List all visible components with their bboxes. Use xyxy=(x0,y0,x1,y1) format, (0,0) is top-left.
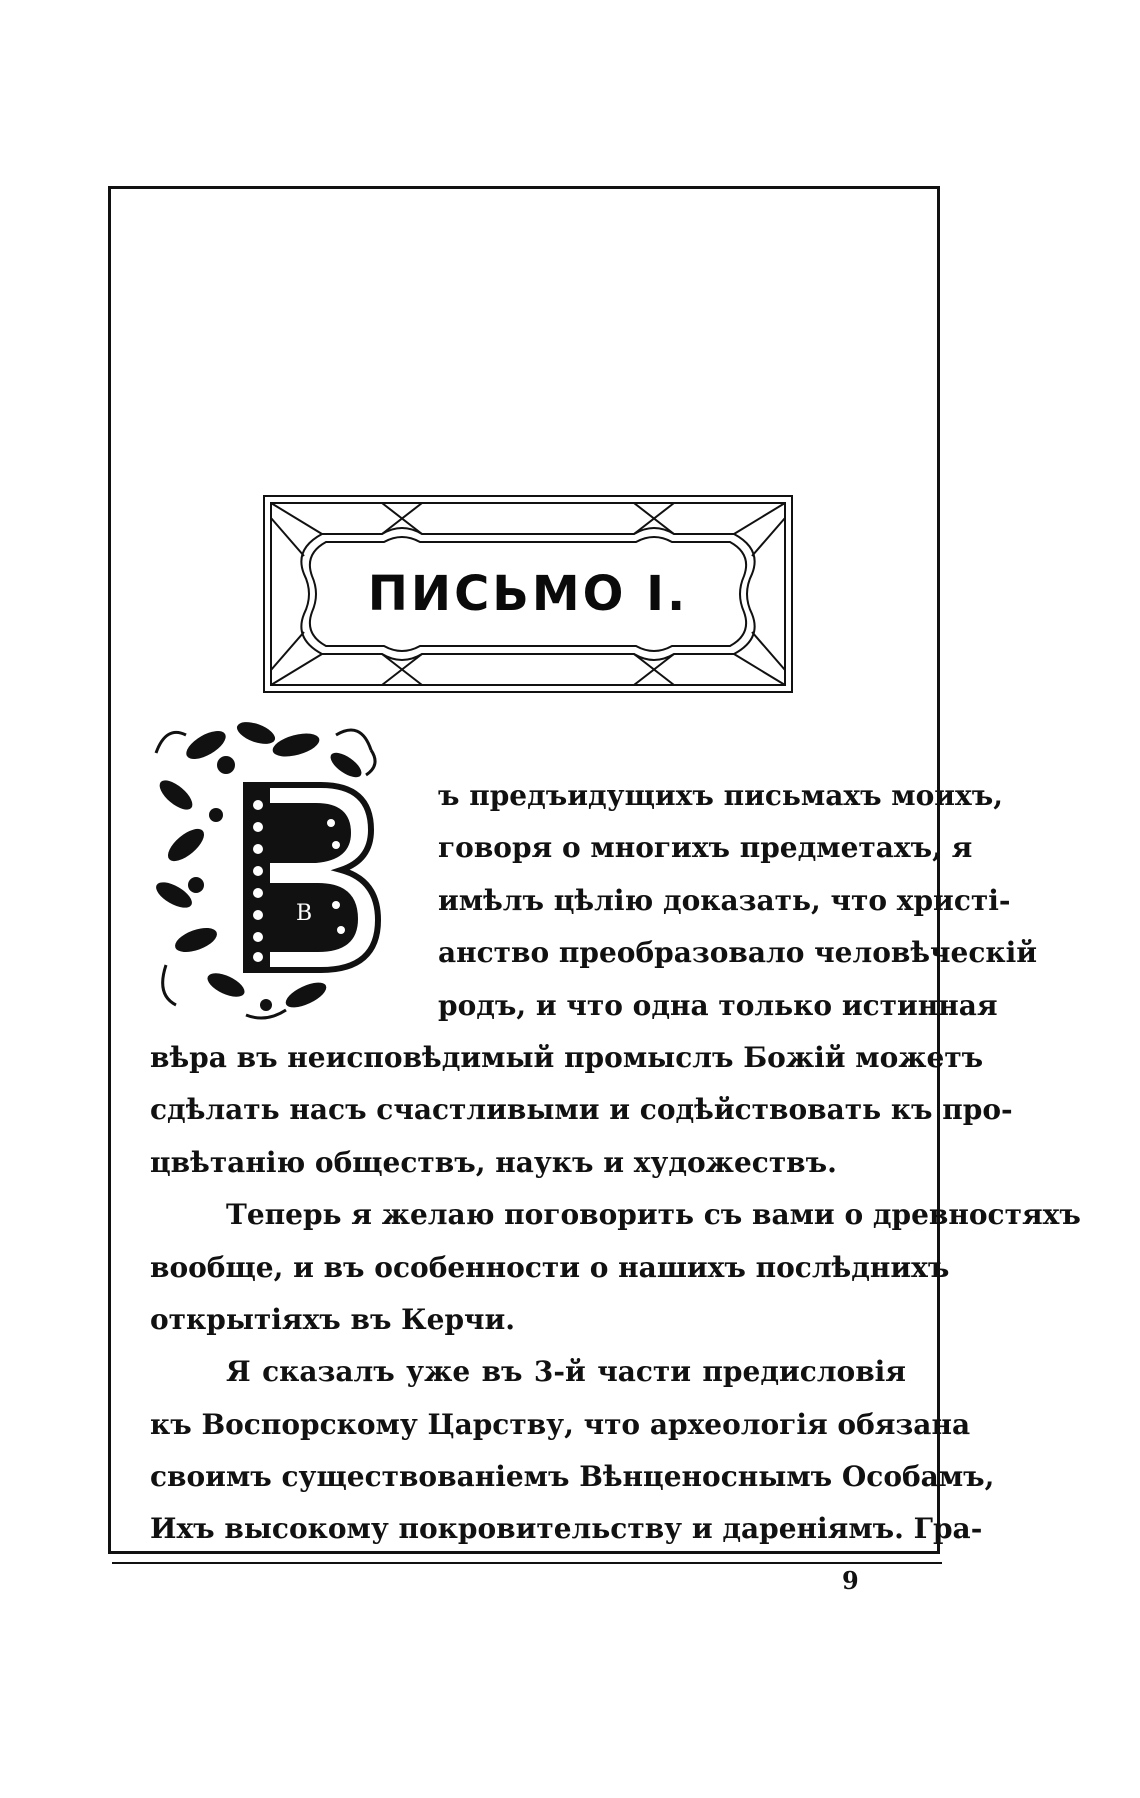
text-line: къ Воспорскому Царству, что археологія обязана xyxy=(150,1407,971,1441)
text-line: вѣра въ неисповѣдимый промыслъ Божій можетъ xyxy=(150,1040,984,1074)
text-line: цвѣтанію обществъ, наукъ и художествъ. xyxy=(150,1145,837,1179)
text-line: имѣлъ цѣлію доказать, что христі- xyxy=(438,883,1011,917)
text-line: Ихъ высокому покровительству и дареніямъ. Гра- xyxy=(150,1512,983,1546)
text-line: родъ, и что одна только истинная xyxy=(438,988,998,1022)
text-line: говоря о многихъ предметахъ, я xyxy=(438,831,973,865)
text-line: сдѣлать насъ счастливыми и содѣйствовать къ про- xyxy=(150,1093,1013,1127)
text-line: открытіяхъ въ Керчи. xyxy=(150,1302,516,1336)
text-line: Я сказалъ уже въ 3-й части предисловія xyxy=(226,1355,906,1389)
bottom-rule xyxy=(112,1562,942,1564)
text-line: Теперь я желаю поговорить съ вами о древностяхъ xyxy=(226,1198,1081,1232)
title-cartouche xyxy=(262,494,794,694)
drop-cap-letter: В xyxy=(296,901,313,926)
body-text xyxy=(150,770,1081,1556)
text-line: анство преобразовало человѣческій xyxy=(438,936,1038,970)
text-line: вообще, и въ особенности о нашихъ послѣднихъ xyxy=(150,1250,950,1284)
text-line: ъ предъидущихъ письмахъ моихъ, xyxy=(438,779,1003,812)
text-line: своимъ существованіемъ Вѣнценоснымъ Особамъ, xyxy=(150,1460,995,1494)
page-number: 9 xyxy=(842,1566,859,1595)
chapter-title: ПИСЬМО I. xyxy=(367,566,689,622)
